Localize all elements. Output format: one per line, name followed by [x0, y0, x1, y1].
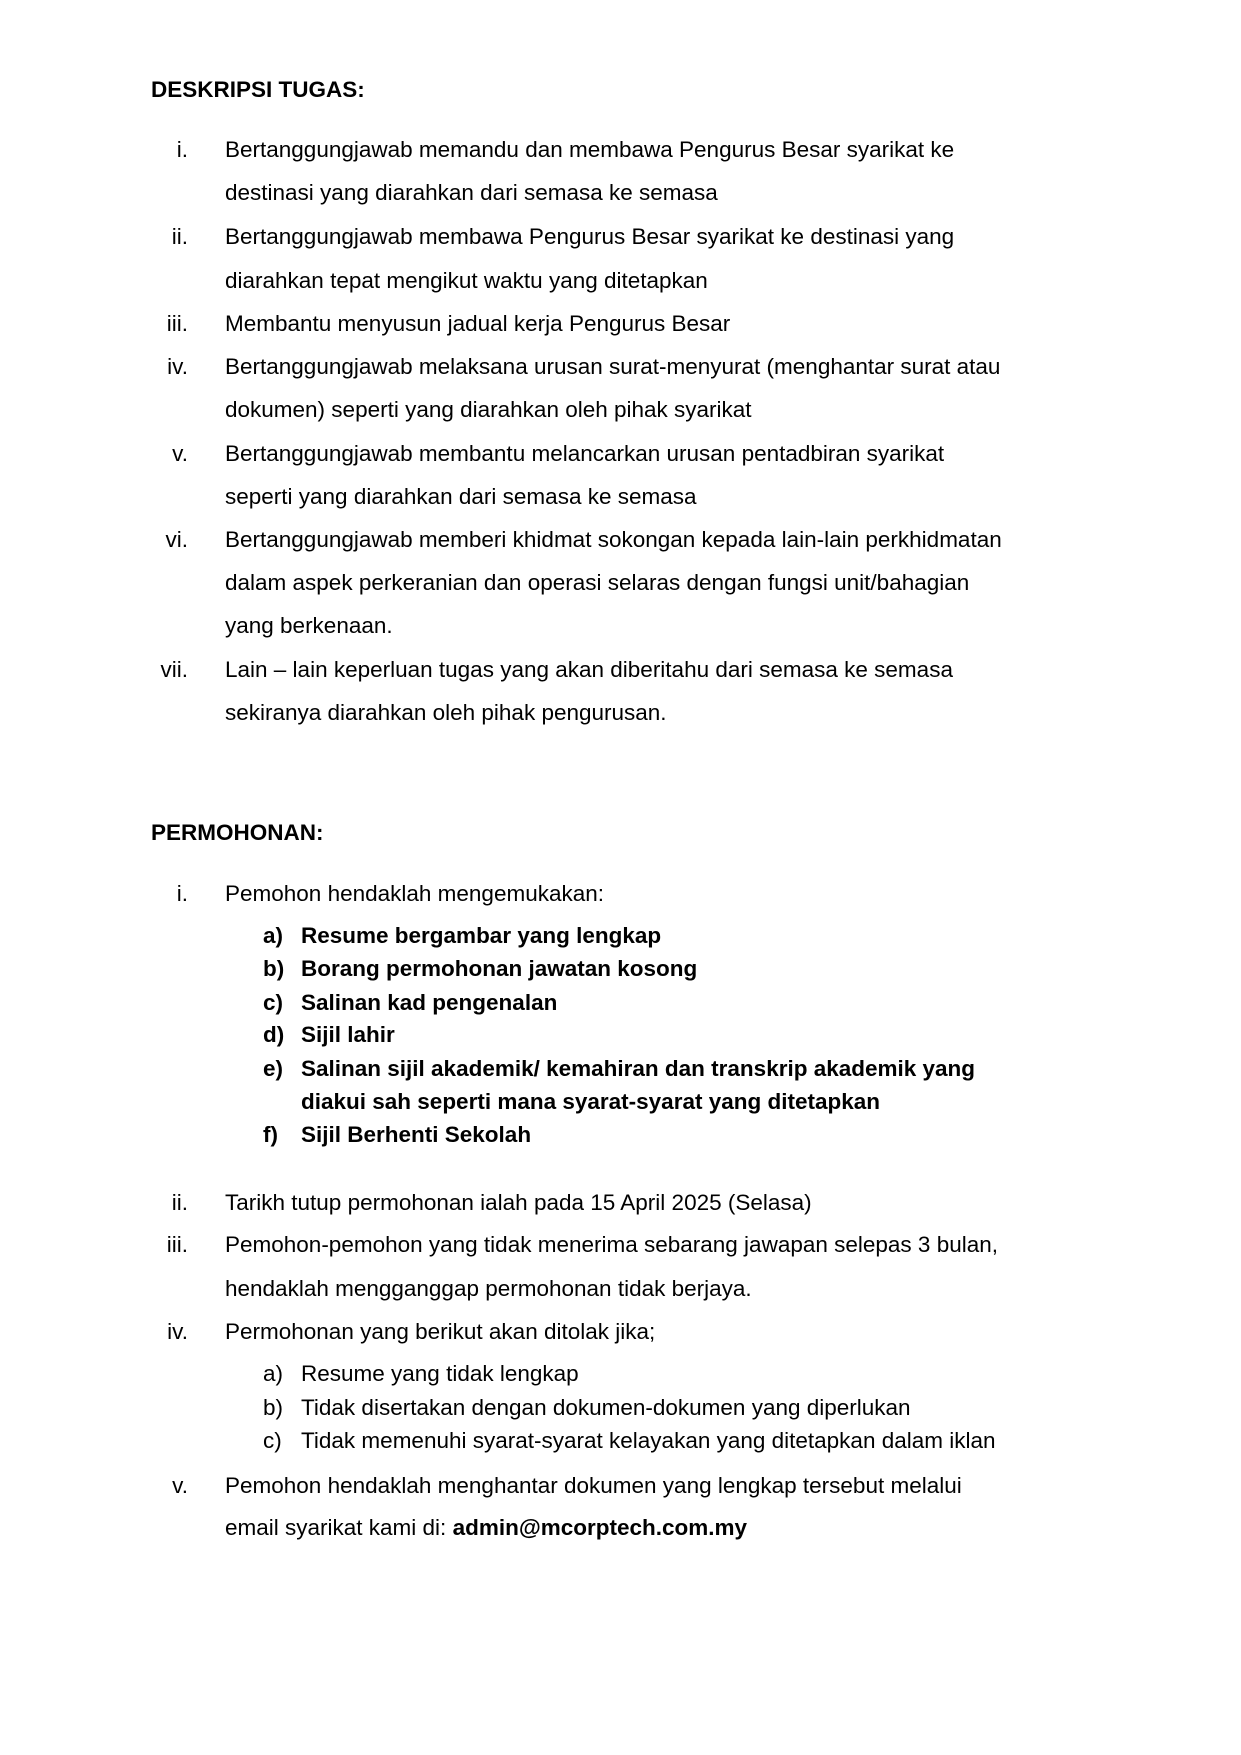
list-number: vi. — [165, 527, 188, 552]
list-text: destinasi yang diarahkan dari semasa ke semasa — [225, 180, 718, 205]
list-number: iii. — [166, 311, 188, 336]
list-text: Pemohon hendaklah mengemukakan: — [225, 881, 605, 906]
contact-email-link[interactable]: admin@mcorptech.com.my — [452, 1515, 748, 1540]
list-text: dokumen) seperti yang diarahkan oleh pihak syarikat — [225, 397, 752, 422]
section-heading-deskripsi-tugas: DESKRIPSI TUGAS: — [151, 77, 365, 102]
list-text: dalam aspek perkeranian dan operasi selaras dengan fungsi unit/bahagian — [225, 570, 970, 595]
list-text: Bertanggungjawab membantu melancarkan urusan pentadbiran syarikat — [225, 441, 945, 466]
list-text: Bertanggungjawab memandu dan membawa Pengurus Besar syarikat ke — [225, 137, 955, 162]
sub-item-text: diakui sah seperti mana syarat-syarat yang ditetapkan — [301, 1089, 880, 1114]
list-text: Bertanggungjawab memberi khidmat sokongan kepada lain-lain perkhidmatan — [225, 527, 1002, 552]
list-text — [225, 1517, 747, 1540]
section-heading-permohonan: PERMOHONAN: — [151, 820, 324, 845]
sub-item-marker: f) — [263, 1122, 278, 1147]
list-text: Permohonan yang berikut akan ditolak jika; — [225, 1319, 656, 1344]
list-number: i. — [176, 137, 188, 162]
sub-item-marker: d) — [263, 1022, 285, 1047]
sub-item-marker: b) — [263, 956, 285, 981]
email-prefix-text: email syarikat kami di: — [225, 1515, 453, 1540]
list-text: diarahkan tepat mengikut waktu yang ditetapkan — [225, 268, 708, 293]
list-text: Bertanggungjawab melaksana urusan surat-menyurat (menghantar surat atau — [225, 354, 1001, 379]
list-number: i. — [176, 881, 188, 906]
list-text: Membantu menyusun jadual kerja Pengurus Besar — [225, 311, 731, 336]
list-number: iv. — [167, 354, 188, 379]
sub-item-text: Sijil lahir — [301, 1022, 395, 1047]
sub-item-text: Salinan kad pengenalan — [301, 990, 558, 1015]
list-number: iv. — [167, 1319, 188, 1344]
list-number: ii. — [171, 1190, 188, 1215]
sub-item-marker: e) — [263, 1056, 284, 1081]
sub-item-text: Resume bergambar yang lengkap — [301, 923, 662, 948]
list-number: v. — [172, 441, 188, 466]
list-number: ii. — [171, 224, 188, 249]
list-text: Pemohon-pemohon yang tidak menerima sebarang jawapan selepas 3 bulan, — [225, 1232, 998, 1257]
list-text: Pemohon hendaklah menghantar dokumen yang lengkap tersebut melalui — [225, 1473, 962, 1498]
sub-item-text: Tidak memenuhi syarat-syarat kelayakan yang ditetapkan dalam iklan — [301, 1428, 996, 1453]
sub-item-marker: a) — [263, 923, 284, 948]
sub-item-marker: c) — [263, 1428, 282, 1453]
closing-date-text: Tarikh tutup permohonan ialah pada 15 April 2025 (Selasa) — [225, 1190, 812, 1215]
sub-item-text: Resume yang tidak lengkap — [301, 1361, 579, 1386]
sub-item-marker: a) — [263, 1361, 284, 1386]
list-text: seperti yang diarahkan dari semasa ke semasa — [225, 484, 697, 509]
sub-item-marker: b) — [263, 1395, 284, 1420]
list-text: sekiranya diarahkan oleh pihak pengurusan. — [225, 700, 667, 725]
list-text: hendaklah mengganggap permohonan tidak berjaya. — [225, 1276, 752, 1301]
sub-item-marker: c) — [263, 990, 284, 1015]
sub-item-text: Borang permohonan jawatan kosong — [301, 956, 698, 981]
sub-item-text: Sijil Berhenti Sekolah — [301, 1122, 532, 1147]
list-number: iii. — [166, 1232, 188, 1257]
list-number: vii. — [160, 657, 188, 682]
sub-item-text: Salinan sijil akademik/ kemahiran dan transkrip akademik yang — [301, 1056, 976, 1081]
list-text: yang berkenaan. — [225, 613, 393, 638]
list-text: Bertanggungjawab membawa Pengurus Besar syarikat ke destinasi yang — [225, 224, 955, 249]
list-number: v. — [172, 1473, 188, 1498]
list-text: Lain – lain keperluan tugas yang akan diberitahu dari semasa ke semasa — [225, 657, 953, 682]
sub-item-text: Tidak disertakan dengan dokumen-dokumen yang diperlukan — [301, 1395, 911, 1420]
